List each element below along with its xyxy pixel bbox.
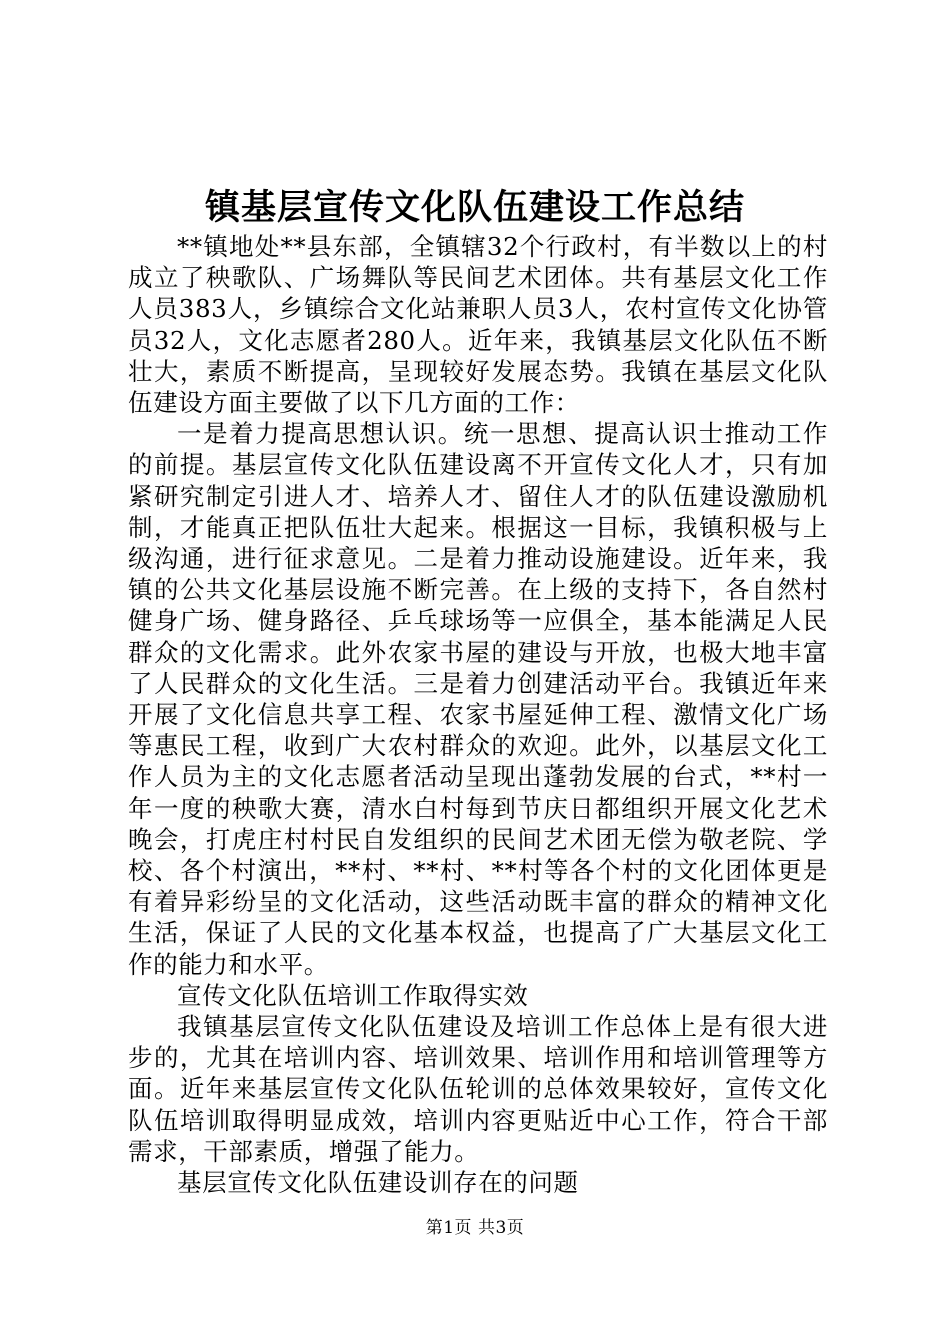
section-heading-problems: 基层宣传文化队伍建设训存在的问题 [177, 1168, 579, 1198]
page-footer: 第1页 共3页 [425, 1218, 525, 1238]
document-body [128, 231, 828, 1198]
training-paragraph: 我镇基层宣传文化队伍建设及培训工作总体上是有很大进步的，尤其在培训内容、培训效果、培训作用和培训管理等方面。近年来基层宣传文化队伍轮训的总体效果较好，宣传文化队伍培训取得明显成效，培训内容更贴近中心工作，符合干部需求，干部素质，增强了能力。 [128, 1012, 828, 1166]
document-title: 镇基层宣传文化队伍建设工作总结 [204, 187, 745, 228]
section-heading-training: 宣传文化队伍培训工作取得实效 [177, 980, 529, 1010]
intro-paragraph: **镇地处**县东部，全镇辖32个行政村，有半数以上的村成立了秧歌队、广场舞队等民间艺术团体。共有基层文化工作人员383人，乡镇综合文化站兼职人员3人，农村宣传文化协管员32人，文化志愿者280人。近年来，我镇基层文化队伍不断壮大，素质不断提高，呈现较好发展态势。我镇在基层文化队伍建设方面主要做了以下几方面的工作： [128, 232, 828, 418]
work-paragraph: 一是着力提高思想认识。统一思想、提高认识士推动工作的前提。基层宣传文化队伍建设离不开宣传文化人才，只有加紧研究制定引进人才、培养人才、留住人才的队伍建设激励机制，才能真正把队伍壮大起来。根据这一目标，我镇积极与上级沟通，进行征求意见。二是着力推动设施建设。近年来，我镇的公共文化基层设施不断完善。在上级的支持下，各自然村健身广场、健身路径、乒乓球场等一应俱全，基本能满足人民群众的文化需求。此外农家书屋的建设与开放，也极大地丰富了人民群众的文化生活。三是着力创建活动平台。我镇近年来开展了文化信息共享工程、农家书屋延伸工程、激情文化广场等惠民工程，收到广大农村群众的欢迎。此外，以基层文化工作人员为主的文化志愿者活动呈现出蓬勃发展的台式，**村一年一度的秧歌大赛，清水白村每到节庆日都组织开展文化艺术晚会，打虎庄村村民自发组织的民间艺术团无偿为敬老院、学校、各个村演出，**村、**村、**村等各个村的文化团体更是有着异彩纷呈的文化活动，这些活动既丰富的群众的精神文化生活，保证了人民的文化基本权益，也提高了广大基层文化工作的能力和水平。 [128, 419, 828, 979]
